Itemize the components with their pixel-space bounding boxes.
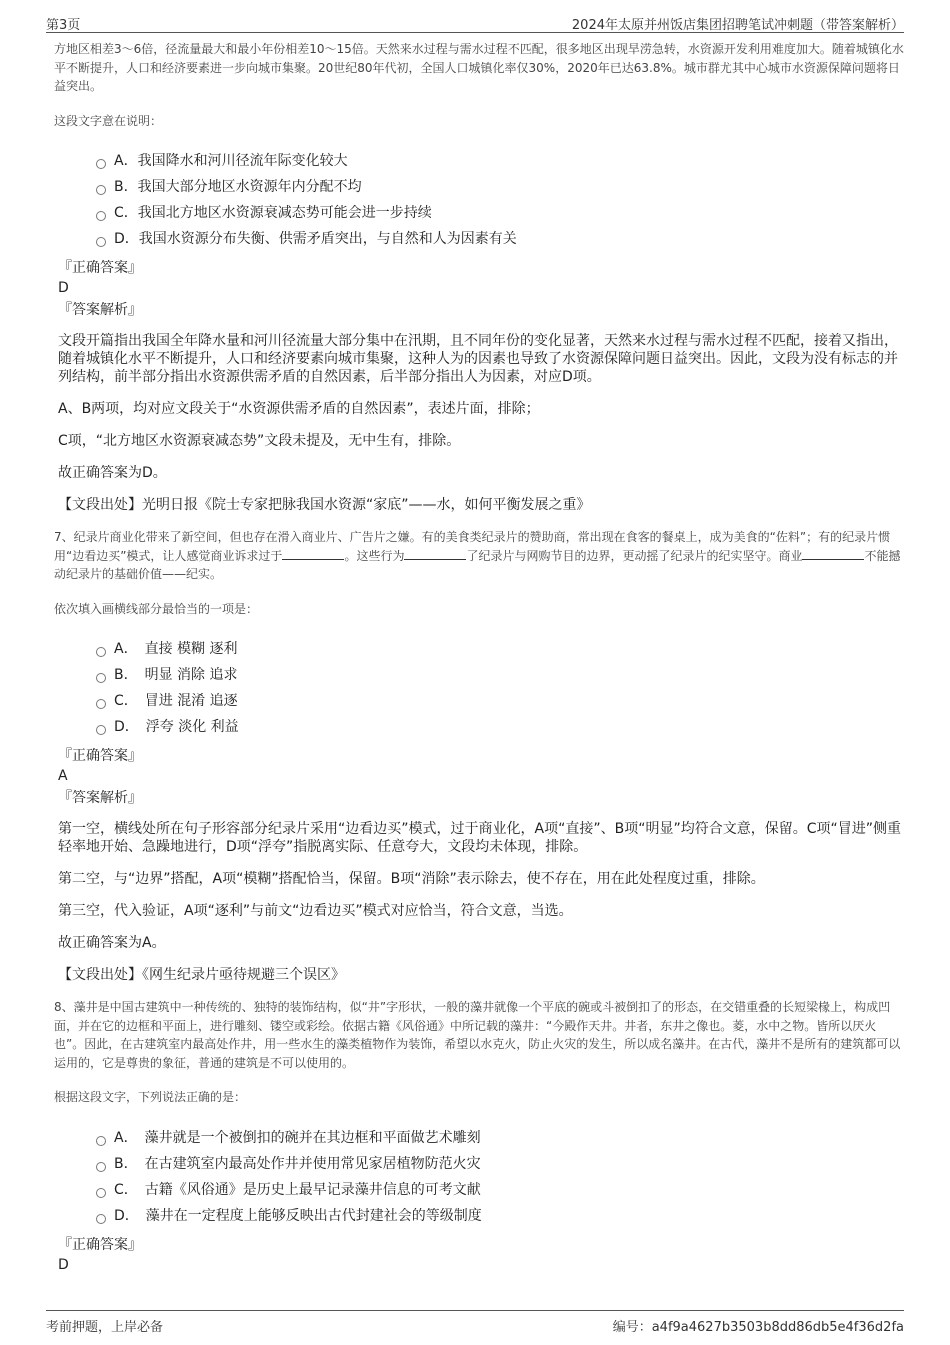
q7-explanation-1: 第一空，横线处所在句子形容部分纪录片采用“边看边买”模式，过于商业化，A项“直接”、B项“明显”均符合文意，保留。C项“冒进”侧重轻率地开始、急躁地进行，D项“浮夸”指脱离实际、任意夸大，文段均未体现，排除。 bbox=[58, 821, 901, 855]
q6-source: 【文段出处】光明日报《院士专家把脉我国水资源“家底”——水，如何平衡发展之重》 bbox=[58, 497, 591, 513]
q7-prompt: 依次填入画横线部分最恰当的一项是： bbox=[54, 601, 259, 616]
radio-icon[interactable] bbox=[96, 1136, 106, 1146]
q7-option-c[interactable] bbox=[96, 688, 904, 714]
q8-answer: D bbox=[58, 1256, 69, 1273]
q7-explanation-label: 『答案解析』 bbox=[58, 790, 142, 806]
radio-icon[interactable] bbox=[96, 725, 106, 735]
q6-option-a[interactable] bbox=[96, 148, 904, 174]
q7-explanation-4: 故正确答案为A。 bbox=[58, 935, 166, 951]
fill-blank-2 bbox=[404, 547, 466, 560]
fill-blank-3 bbox=[802, 547, 864, 560]
radio-icon[interactable] bbox=[96, 237, 106, 247]
page-number: 第3页 bbox=[46, 18, 81, 33]
radio-icon[interactable] bbox=[96, 159, 106, 169]
q7-source: 【文段出处】《网生纪录片亟待规避三个误区》 bbox=[58, 967, 345, 983]
footer-slogan: 考前押题，上岸必备 bbox=[46, 1320, 164, 1335]
option-label: D． 藻井在一定程度上能够反映出古代封建社会的等级制度 bbox=[114, 1207, 482, 1224]
page-footer bbox=[46, 1310, 904, 1337]
radio-icon[interactable] bbox=[96, 1188, 106, 1198]
radio-icon[interactable] bbox=[96, 1214, 106, 1224]
q7-explanation-2: 第二空，与“边界”搭配，A项“模糊”搭配恰当，保留。B项“消除”表示除去，使不存在，用在此处程度过重，排除。 bbox=[58, 871, 765, 887]
q8-option-d[interactable] bbox=[96, 1203, 904, 1229]
passage-text: 不能撼动纪录片的基础价值——纪实。 bbox=[54, 548, 901, 581]
q8-passage: 8、藻井是中国古建筑中一种传统的、独特的装饰结构，似“井”字形状，一般的藻井就像一个平底的碗或斗被倒扣了的形态，在交错重叠的长短梁椽上，构成凹面，并在它的边框和平面上，进行雕刻、镂空或彩绘。依据古籍《风俗通》中所记载的藻井：“今殿作天井。井者，东井之像也。菱，水中之物。皆所以厌火也”。因此，在古建筑室内最高处作井，用一些水生的藻类植物作为装饰，希望以水克火，防止火灾的发生，所以成名藻井。在古代，藻井不是所有的建筑都可以运用的，它是尊贵的象征，普通的建筑是不可以使用的。 bbox=[54, 1000, 901, 1070]
radio-icon[interactable] bbox=[96, 699, 106, 709]
q7-option-d[interactable] bbox=[96, 714, 904, 740]
q7-explanation-3: 第三空，代入验证，A项“逐利”与前文“边看边买”模式对应恰当，符合文意，当选。 bbox=[58, 903, 573, 919]
page-content bbox=[54, 40, 904, 1275]
q7-answer-label: 『正确答案』 bbox=[58, 748, 142, 764]
q6-option-d[interactable] bbox=[96, 226, 904, 252]
q8-prompt: 根据这段文字，下列说法正确的是： bbox=[54, 1090, 247, 1104]
option-label: C．我国北方地区水资源衰减态势可能会进一步持续 bbox=[114, 205, 432, 221]
q6-prompt: 这段文字意在说明： bbox=[54, 113, 163, 128]
q6-explanation-1: 文段开篇指出我国全年降水量和河川径流量大部分集中在汛期，且不同年份的变化显著，天然来水过程与需水过程不匹配，接着又指出，随着城镇化水平不断提升，人口和经济要素向城市集聚，这种人为的因素也导致了水资源保障问题日益突出。因此，文段为没有标志的并列结构，前半部分指出水资源供需矛盾的自然因素，后半部分指出人为因素，对应D项。 bbox=[58, 333, 898, 385]
option-label: C． 冒进 混淆 追逐 bbox=[114, 693, 238, 709]
q7-option-b[interactable] bbox=[96, 662, 904, 688]
fill-blank-1 bbox=[282, 547, 344, 560]
q8-option-c[interactable] bbox=[96, 1177, 904, 1203]
option-label: B． 在古建筑室内最高处作井并使用常见家居植物防范火灾 bbox=[114, 1155, 481, 1172]
document-code bbox=[613, 1316, 904, 1335]
radio-icon[interactable] bbox=[96, 647, 106, 657]
q6-explanation-2: A、B两项，均对应文段关于“水资源供需矛盾的自然因素”，表述片面，排除； bbox=[58, 401, 540, 417]
option-label: C． 古籍《风俗通》是历史上最早记录藻井信息的可考文献 bbox=[114, 1181, 481, 1198]
q6-answer-label: 『正确答案』 bbox=[58, 260, 142, 276]
radio-icon[interactable] bbox=[96, 673, 106, 683]
q6-answer: D bbox=[58, 280, 69, 296]
q6-explanation-4: 故正确答案为D。 bbox=[58, 465, 167, 481]
q8-option-b[interactable] bbox=[96, 1151, 904, 1177]
option-label: B．我国大部分地区水资源年内分配不均 bbox=[114, 179, 362, 195]
radio-icon[interactable] bbox=[96, 1162, 106, 1172]
q6-options bbox=[96, 148, 904, 252]
q6-option-b[interactable] bbox=[96, 174, 904, 200]
code-label: 编号： bbox=[612, 1320, 652, 1335]
q6-explanation-label: 『答案解析』 bbox=[58, 302, 142, 318]
q8-options bbox=[96, 1125, 904, 1229]
code-value: a4f9a4627b3503b8dd86db5e4f36d2fa bbox=[651, 1320, 904, 1335]
q7-answer: A bbox=[58, 768, 68, 784]
q6-passage: 方地区相差3～6倍，径流量最大和最小年份相差10～15倍。天然来水过程与需水过程不匹配，很多地区出现旱涝急转，水资源开发利用难度加大。随着城镇化水平不断提升，人口和经济要素进一步向城市集聚。20世纪80年代初，全国人口城镇化率仅30%，2020年已达63.8%。城市群尤其中心城市水资源保障问题将日益突出。 bbox=[54, 42, 904, 93]
option-label: A．我国降水和河川径流年际变化较大 bbox=[114, 153, 348, 169]
option-label: A． 直接 模糊 逐利 bbox=[114, 641, 238, 657]
radio-icon[interactable] bbox=[96, 211, 106, 221]
option-label: D． 浮夸 淡化 利益 bbox=[114, 719, 239, 735]
q7-passage bbox=[54, 528, 904, 584]
passage-text: 了纪录片与网购节目的边界，更动摇了纪录片的纪实坚守。商业 bbox=[466, 548, 803, 563]
q8-answer-label: 『正确答案』 bbox=[58, 1236, 142, 1253]
option-label: A． 藻井就是一个被倒扣的碗并在其边框和平面做艺术雕刻 bbox=[114, 1129, 481, 1146]
option-label: D．我国水资源分布失衡、供需矛盾突出，与自然和人为因素有关 bbox=[114, 231, 517, 247]
page-header bbox=[46, 10, 904, 33]
q7-options bbox=[96, 636, 904, 740]
option-label: B． 明显 消除 追求 bbox=[114, 667, 238, 683]
q7-option-a[interactable] bbox=[96, 636, 904, 662]
q8-option-a[interactable] bbox=[96, 1125, 904, 1151]
document-title: 2024年太原并州饭店集团招聘笔试冲刺题（带答案解析） bbox=[571, 18, 904, 33]
passage-text: 。这些行为 bbox=[344, 548, 405, 563]
radio-icon[interactable] bbox=[96, 185, 106, 195]
passage-text: 7、纪录片商业化带来了新空间，但也存在滑入商业片、广告片之嫌。有的美食类纪录片的赞助商，常出现在食客的餐桌上，成为美食的“佐料”；有的纪录片惯用“边看边买”模式，让人感觉商业诉求过于 bbox=[54, 530, 891, 563]
q6-option-c[interactable] bbox=[96, 200, 904, 226]
q6-explanation-3: C项，“北方地区水资源衰减态势”文段未提及，无中生有，排除。 bbox=[58, 433, 461, 449]
